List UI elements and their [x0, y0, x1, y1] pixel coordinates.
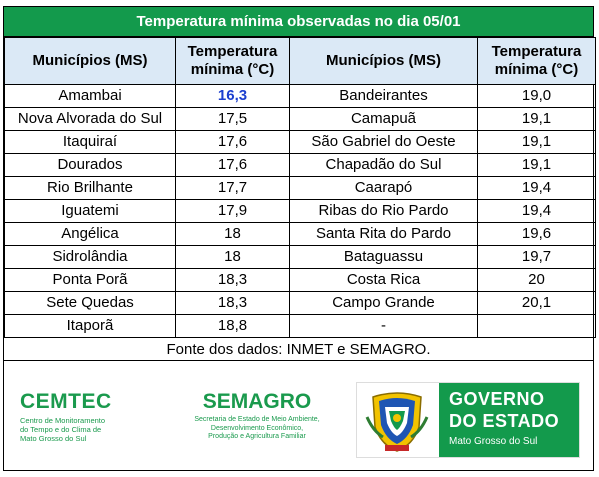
temperature-cell: 17,6	[176, 154, 290, 177]
table-row	[5, 85, 596, 108]
municipio-cell: Ponta Porã	[5, 269, 176, 292]
municipio-cell-empty: -	[290, 315, 478, 338]
municipio-cell: Sete Quedas	[5, 292, 176, 315]
municipio-cell: Ribas do Rio Pardo	[290, 200, 478, 223]
temperature-cell: 17,9	[176, 200, 290, 223]
temperature-cell: 19,1	[478, 108, 596, 131]
table-row	[5, 246, 596, 269]
cemtec-subtitle-line: Mato Grosso do Sul	[20, 434, 87, 443]
temperature-cell: 19,1	[478, 154, 596, 177]
governo-line1: GOVERNO	[449, 389, 545, 409]
state-crest-icon	[363, 387, 431, 455]
municipio-cell: Sidrolândia	[5, 246, 176, 269]
municipio-cell: Rio Brilhante	[5, 177, 176, 200]
report-title: Temperatura mínima observadas no dia 05/01	[4, 7, 593, 37]
header-temp-line2: mínima (°C)	[190, 61, 275, 78]
municipio-cell: Angélica	[5, 223, 176, 246]
semagro-subtitle-line: Desenvolvimento Econômico,	[210, 424, 304, 432]
municipio-cell: Bandeirantes	[290, 85, 478, 108]
municipio-cell: Iguatemi	[5, 200, 176, 223]
cemtec-subtitle-line: do Tempo e do Clima de	[20, 425, 102, 434]
table-row	[5, 292, 596, 315]
table-row	[5, 223, 596, 246]
table-row	[5, 269, 596, 292]
temperature-cell: 20,1	[478, 292, 596, 315]
temperature-cell: 19,6	[478, 223, 596, 246]
table-row	[5, 154, 596, 177]
semagro-subtitle-line: Produção e Agricultura Familiar	[208, 433, 306, 440]
semagro-subtitle-line: Secretaria de Estado de Meio Ambiente,	[194, 416, 320, 423]
cemtec-logo	[20, 390, 112, 443]
cemtec-name: CEMTEC	[20, 390, 112, 413]
column-header-temperatura	[478, 38, 596, 85]
temperature-cell: 17,5	[176, 108, 290, 131]
table-row	[5, 315, 596, 338]
header-temp-line2: mínima (°C)	[494, 61, 579, 78]
municipio-cell: São Gabriel do Oeste	[290, 131, 478, 154]
header-temp-line1: Temperatura	[491, 43, 582, 60]
municipio-cell: Nova Alvorada do Sul	[5, 108, 176, 131]
governo-line3: Mato Grosso do Sul	[449, 436, 538, 447]
governo-line2: DO ESTADO	[449, 411, 560, 431]
column-header-municipio: Municípios (MS)	[5, 38, 176, 85]
municipio-cell: Itaporã	[5, 315, 176, 338]
table-row	[5, 177, 596, 200]
table-header-row	[5, 38, 596, 85]
table-row	[5, 200, 596, 223]
temperature-cell-empty	[478, 315, 596, 338]
semagro-name: SEMAGRO	[202, 390, 312, 413]
temperature-cell: 18	[176, 246, 290, 269]
temperature-cell: 18,3	[176, 292, 290, 315]
temperature-cell-lowest: 16,3	[176, 85, 290, 108]
municipio-cell: Costa Rica	[290, 269, 478, 292]
municipio-cell: Campo Grande	[290, 292, 478, 315]
temperature-cell: 19,0	[478, 85, 596, 108]
temperature-cell: 19,4	[478, 177, 596, 200]
temperature-cell: 18,8	[176, 315, 290, 338]
temperature-table	[4, 37, 596, 338]
table-row	[5, 131, 596, 154]
governo-badge	[439, 383, 579, 457]
municipio-cell: Bataguassu	[290, 246, 478, 269]
municipio-cell: Camapuã	[290, 108, 478, 131]
municipio-cell: Chapadão do Sul	[290, 154, 478, 177]
table-row	[5, 108, 596, 131]
municipio-cell: Santa Rita do Pardo	[290, 223, 478, 246]
data-source-note: Fonte dos dados: INMET e SEMAGRO.	[4, 337, 593, 361]
temperature-report	[3, 6, 594, 471]
municipio-cell: Caarapó	[290, 177, 478, 200]
semagro-subtitle	[178, 416, 336, 442]
temperature-cell: 19,7	[478, 246, 596, 269]
municipio-cell: Itaquiraí	[5, 131, 176, 154]
temperature-cell: 19,4	[478, 200, 596, 223]
governo-logo	[356, 382, 580, 458]
temperature-cell: 18	[176, 223, 290, 246]
temperature-cell: 17,6	[176, 131, 290, 154]
temperature-cell: 19,1	[478, 131, 596, 154]
cemtec-subtitle	[20, 416, 112, 443]
semagro-logo	[178, 390, 336, 442]
municipio-cell: Amambai	[5, 85, 176, 108]
header-temp-line1: Temperatura	[187, 43, 278, 60]
municipio-cell: Dourados	[5, 154, 176, 177]
column-header-temperatura	[176, 38, 290, 85]
logo-footer	[4, 362, 593, 470]
column-header-municipio: Municípios (MS)	[290, 38, 478, 85]
cemtec-subtitle-line: Centro de Monitoramento	[20, 416, 106, 425]
temperature-cell: 17,7	[176, 177, 290, 200]
temperature-cell: 20	[478, 269, 596, 292]
temperature-cell: 18,3	[176, 269, 290, 292]
